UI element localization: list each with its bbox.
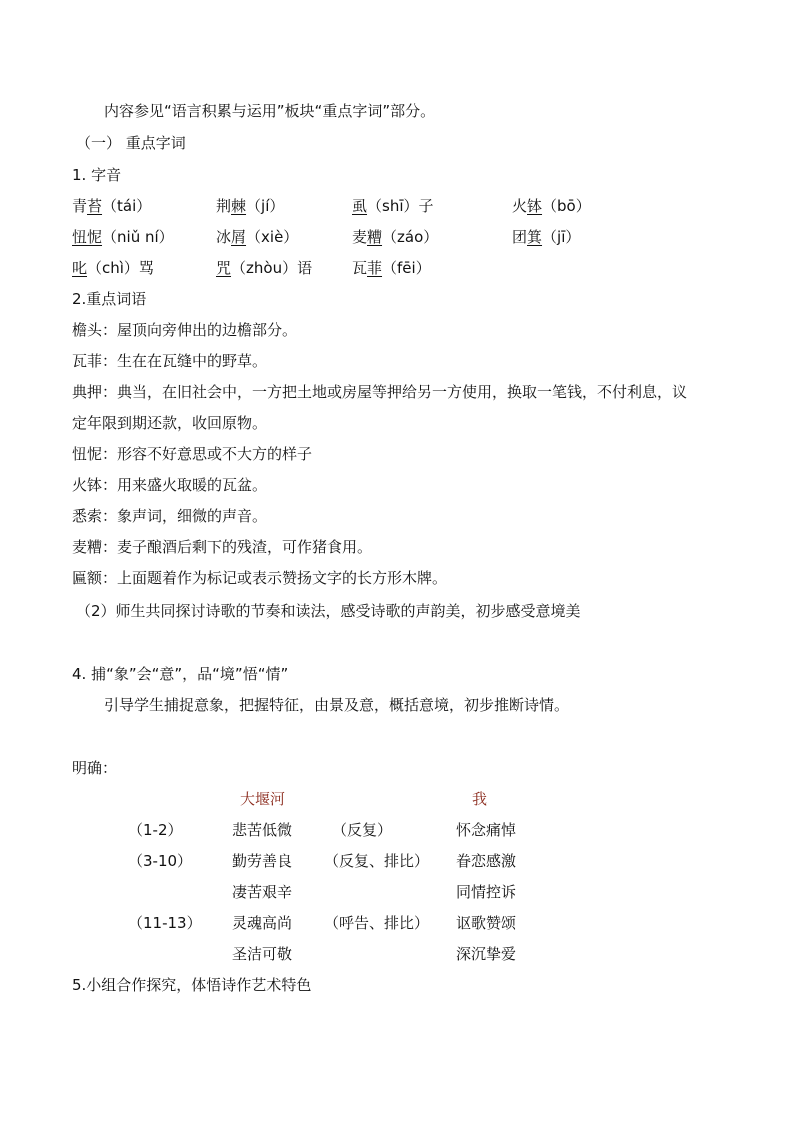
definition: 悉索：象声词，细微的声音。 bbox=[72, 507, 268, 525]
item5-title: 5.小组合作探究，体悟诗作艺术特色 bbox=[72, 976, 312, 994]
pron-7: 麦糟（záo） bbox=[352, 228, 439, 246]
table-right: 讴歌赞颂 bbox=[456, 914, 517, 932]
table-right: 同情控诉 bbox=[456, 883, 517, 901]
definition: 忸怩：形容不好意思或不大方的样子 bbox=[72, 445, 313, 463]
section-heading: （一） 重点字词 bbox=[76, 134, 186, 152]
definition: 麦糟：麦子酿酒后剩下的残渣，可作猪食用。 bbox=[72, 538, 373, 556]
pron-5: 忸怩（niǔ ní） bbox=[72, 228, 174, 246]
item4-body: 引导学生捕捉意象，把握特征，由景及意，概括意境，初步推断诗情。 bbox=[104, 696, 570, 714]
definition: 火钵：用来盛火取暖的瓦盆。 bbox=[72, 476, 268, 494]
activity-line: （2）师生共同探讨诗歌的节奏和读法，感受诗歌的声韵美，初步感受意境美 bbox=[76, 602, 581, 620]
table-left: 圣洁可敬 bbox=[232, 945, 293, 963]
pron-10: 咒（zhòu）语 bbox=[216, 259, 313, 277]
table-method: （反复、排比） bbox=[324, 852, 430, 870]
table-method: （呼告、排比） bbox=[324, 914, 430, 932]
table-header-left: 大堰河 bbox=[240, 790, 286, 808]
table-range: （11-13） bbox=[128, 914, 202, 932]
table-left: 勤劳善良 bbox=[232, 852, 293, 870]
table-range: （1-2） bbox=[128, 821, 183, 839]
table-right: 怀念痛悼 bbox=[456, 821, 517, 839]
definition: 定年限到期还款，收回原物。 bbox=[72, 414, 268, 432]
clarify-label: 明确： bbox=[72, 759, 118, 777]
table-range: （3-10） bbox=[128, 852, 193, 870]
item1-title: 1. 字音 bbox=[72, 166, 122, 184]
table-header-right: 我 bbox=[472, 790, 488, 808]
table-left: 灵魂高尚 bbox=[232, 914, 293, 932]
item2-title: 2.重点词语 bbox=[72, 290, 147, 308]
pron-3: 虱（shī）子 bbox=[352, 197, 434, 215]
pron-8: 团箕（jī） bbox=[512, 228, 581, 246]
item4-title: 4. 捕“象”会“意”，品“境”悟“情” bbox=[72, 665, 289, 683]
definition: 典押：典当，在旧社会中，一方把土地或房屋等押给另一方使用，换取一笔钱，不付利息，议 bbox=[72, 383, 688, 401]
table-right: 眷恋感激 bbox=[456, 852, 517, 870]
pron-2: 荆棘（jí） bbox=[216, 197, 285, 215]
pron-1: 青苔（tái） bbox=[72, 197, 152, 215]
pron-4: 火钵（bō） bbox=[512, 197, 591, 215]
definition: 匾额：上面题着作为标记或表示赞扬文字的长方形木牌。 bbox=[72, 569, 448, 587]
table-right: 深沉挚爱 bbox=[456, 945, 517, 963]
intro-paragraph: 内容参见“语言积累与运用”板块“重点字词”部分。 bbox=[104, 102, 436, 120]
table-left: 悲苦低微 bbox=[232, 821, 293, 839]
pron-11: 瓦菲（fēi） bbox=[352, 259, 431, 277]
definition: 檐头：屋顶向旁伸出的边檐部分。 bbox=[72, 321, 298, 339]
definition: 瓦菲：生在在瓦缝中的野草。 bbox=[72, 352, 268, 370]
pron-6: 冰屑（xiè） bbox=[216, 228, 299, 246]
pron-9: 叱（chì）骂 bbox=[72, 259, 154, 277]
table-left: 凄苦艰辛 bbox=[232, 883, 293, 901]
table-method: （反复） bbox=[332, 821, 393, 839]
